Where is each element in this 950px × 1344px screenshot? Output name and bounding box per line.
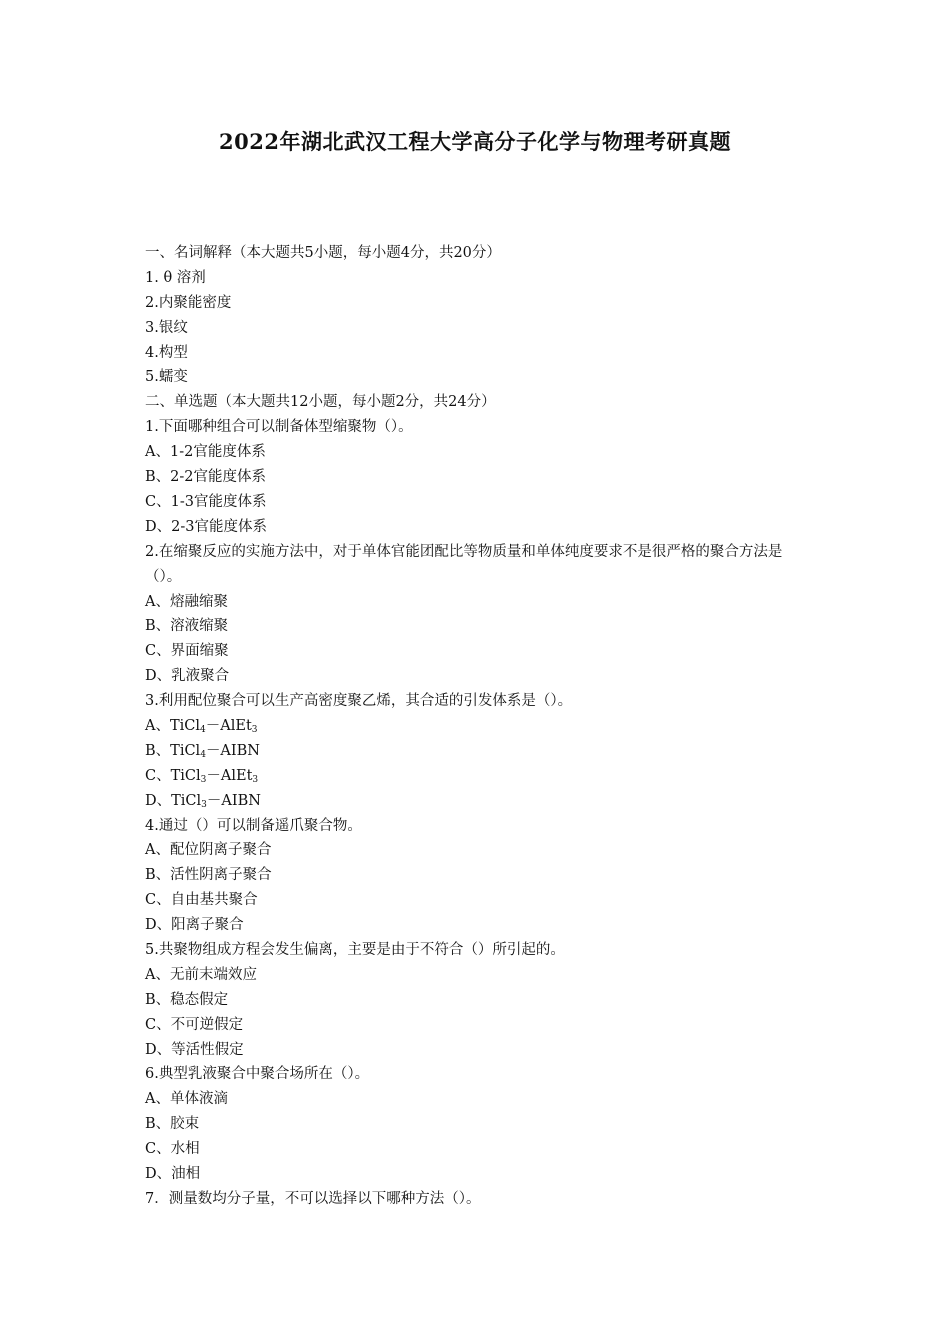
answer-option: C、界面缩聚	[145, 643, 229, 660]
subscript: 4	[200, 724, 206, 735]
option-text: －AlEt	[206, 767, 253, 784]
answer-option	[145, 789, 815, 814]
document-title: 2022年湖北武汉工程大学高分子化学与物理考研真题	[219, 129, 731, 154]
section-heading: 二、单选题（本大题共12小题，每小题2分，共24分）	[145, 394, 496, 411]
answer-option	[145, 764, 815, 789]
option-text: －AIBN	[206, 792, 261, 809]
answer-option: C、1-3官能度体系	[145, 493, 267, 510]
term-item: 2.内聚能密度	[145, 294, 232, 311]
option-text: A、TiCl	[145, 717, 201, 734]
option-text: －AIBN	[205, 742, 260, 759]
question-stem: 7．测量数均分子量，不可以选择以下哪种方法（）。	[145, 1190, 481, 1207]
question-stem: 3.利用配位聚合可以生产高密度聚乙烯，其合适的引发体系是（）。	[145, 693, 573, 710]
option-text: －AlEt	[205, 717, 252, 734]
answer-option: B、稳态假定	[145, 991, 229, 1008]
question-stem: 6.典型乳液聚合中聚合场所在（）。	[145, 1066, 370, 1083]
answer-option: A、1-2官能度体系	[145, 444, 266, 461]
answer-option: D、等活性假定	[145, 1041, 244, 1058]
answer-option: C、水相	[145, 1141, 200, 1158]
subscript: 3	[251, 724, 258, 735]
term-item: 1. θ 溶剂	[145, 269, 206, 286]
subscript: 3	[252, 774, 259, 785]
answer-option: C、自由基共聚合	[145, 892, 258, 909]
term-item: 3.银纹	[145, 319, 188, 336]
option-text: D、TiCl	[145, 792, 202, 809]
answer-option: D、2-3官能度体系	[145, 518, 267, 535]
question-stem: 2.在缩聚反应的实施方法中，对于单体官能团配比等物质量和单体纯度要求不是很严格的聚合方法是（）。	[145, 543, 783, 585]
answer-option	[145, 739, 815, 764]
term-item: 5.蠕变	[145, 369, 188, 386]
option-text: C、TiCl	[145, 767, 201, 784]
term-item: 4.构型	[145, 344, 188, 361]
answer-option: A、配位阴离子聚合	[145, 842, 272, 859]
answer-option: D、乳液聚合	[145, 668, 230, 685]
answer-option	[145, 714, 815, 739]
section-heading: 一、名词解释（本大题共5小题，每小题4分，共20分）	[145, 245, 501, 261]
subscript: 3	[200, 774, 207, 785]
answer-option: C、不可逆假定	[145, 1016, 244, 1033]
option-text: B、TiCl	[145, 742, 201, 759]
subscript: 4	[200, 749, 206, 760]
answer-option: A、无前末端效应	[145, 966, 257, 983]
answer-option: B、胶束	[145, 1116, 200, 1133]
answer-option: B、2-2官能度体系	[145, 469, 267, 486]
answer-option: D、油相	[145, 1165, 201, 1182]
answer-option: A、单体液滴	[145, 1091, 228, 1108]
answer-option: A、熔融缩聚	[145, 593, 228, 610]
question-stem: 4.通过（）可以制备遥爪聚合物。	[145, 817, 362, 834]
subscript: 3	[201, 799, 207, 810]
answer-option: D、阳离子聚合	[145, 917, 244, 934]
document-body	[145, 241, 815, 1212]
question-stem: 1.下面哪种组合可以制备体型缩聚物（）。	[145, 419, 413, 436]
answer-option: B、活性阴离子聚合	[145, 867, 272, 884]
answer-option: B、溶液缩聚	[145, 618, 229, 635]
question-stem: 5.共聚物组成方程会发生偏离，主要是由于不符合（）所引起的。	[145, 941, 565, 958]
